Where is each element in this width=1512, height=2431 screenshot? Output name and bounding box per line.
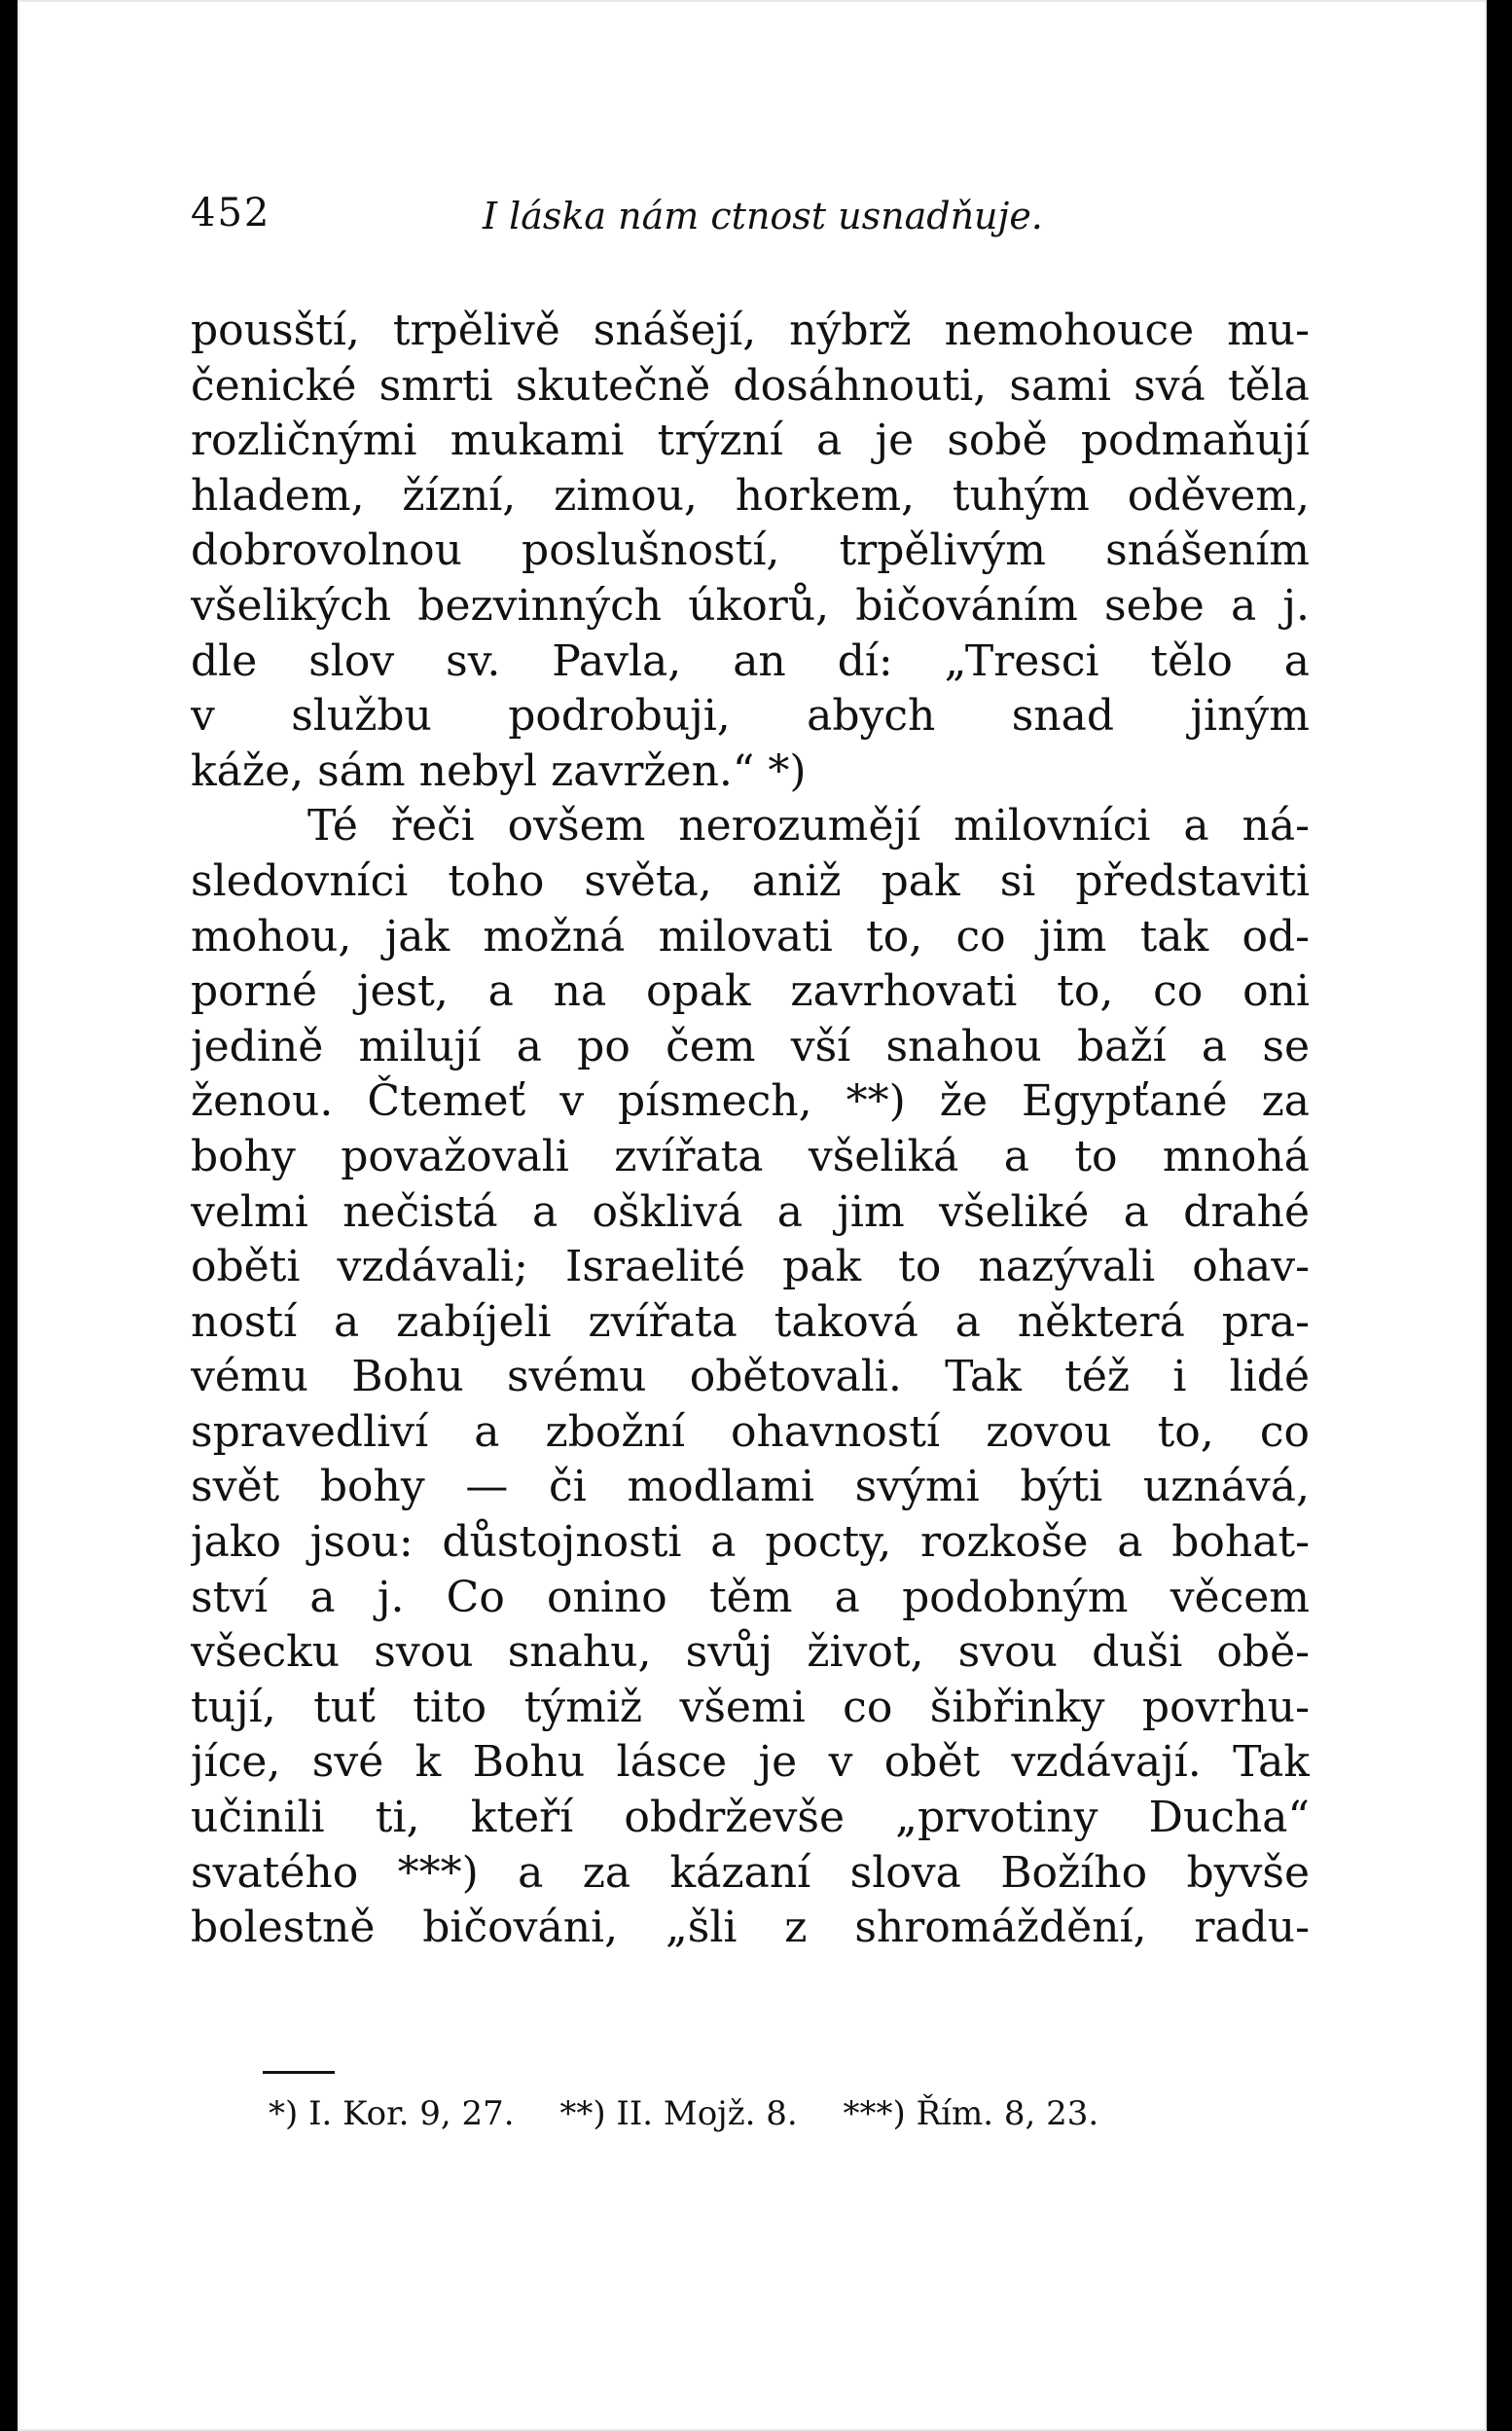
running-title: I láska nám ctnost usnadňuje.: [483, 195, 1043, 237]
footnotes: [269, 2094, 1290, 2133]
text-line: Té řeči ovšem nerozumějí milovníci a ná-: [307, 801, 1310, 852]
text-line: svatého ***) a za kázaní slova Božího byvše: [191, 1847, 1310, 1898]
footnote: ***) Řím. 8, 23.: [843, 2094, 1099, 2133]
text-line: čenické smrti skutečně dosáhnouti, sami svá těla: [191, 360, 1310, 411]
text-line: jíce, své k Bohu lásce je v obět vzdávají. Tak: [191, 1737, 1310, 1788]
text-line: rozličnými mukami trýzní a je sobě podmaňují: [191, 416, 1310, 466]
text-line: hladem, žízní, zimou, horkem, tuhým oděvem,: [191, 470, 1310, 521]
footnote: **) II. Mojž. 8.: [559, 2094, 798, 2133]
text-line: všelikých bezvinných úkorů, bičováním sebe a j.: [191, 580, 1310, 631]
text-line: ženou. Čtemeť v písmech, **) že Egypťané za: [191, 1076, 1310, 1127]
footnote: *) I. Kor. 9, 27.: [269, 2094, 515, 2133]
text-line: káže, sám nebyl zavržen.“ *): [191, 745, 807, 796]
text-line: velmi nečistá a ošklivá a jim všeliké a drahé: [191, 1186, 1310, 1237]
text-line: dle slov sv. Pavla, an dí: „Tresci tělo a: [191, 635, 1310, 686]
text-line: v službu podrobuji, abych snad jiným: [191, 691, 1310, 742]
running-head: [191, 191, 1310, 249]
page-number: 452: [191, 191, 271, 236]
text-line: svět bohy — či modlami svými býti uznává,: [191, 1462, 1310, 1512]
text-line: mohou, jak možná milovati to, co jim tak od-: [191, 911, 1310, 962]
text-line: jedině milují a po čem vší snahou baží a se: [191, 1021, 1310, 1071]
text-line: pousští, trpělivě snášejí, nýbrž nemohouce mu-: [191, 306, 1310, 355]
text-line: vému Bohu svému obětovali. Tak též i lidé: [191, 1352, 1310, 1402]
text-line: tují, tuť tito týmiž všemi co šibřinky povrhu-: [191, 1682, 1310, 1732]
text-line: porné jest, a na opak zavrhovati to, co oni: [191, 966, 1310, 1017]
text-line: dobrovolnou poslušností, trpělivým snášením: [191, 526, 1310, 576]
text-line: sledovníci toho světa, aniž pak si představiti: [191, 855, 1310, 906]
text-line: učinili ti, kteří obdrževše „prvotiny Ducha“: [191, 1793, 1310, 1843]
footnote-rule: [263, 2071, 335, 2074]
text-line: ství a j. Co onino těm a podobným věcem: [191, 1572, 1310, 1622]
body-text: [191, 304, 1310, 1956]
text-line: bohy považovali zvířata všeliká a to mnohá: [191, 1131, 1310, 1181]
scan-edge-right: [1487, 0, 1512, 2431]
text-line: oběti vzdávali; Israelité pak to nazývali ohav-: [191, 1242, 1310, 1292]
text-line: spravedliví a zbožní ohavností zovou to, co: [191, 1406, 1310, 1457]
text-line: bolestně bičováni, „šli z shromáždění, radu-: [191, 1903, 1310, 1953]
text-line: jako jsou: důstojnosti a pocty, rozkoše a bohat-: [191, 1517, 1310, 1568]
text-line: všecku svou snahu, svůj život, svou duši obě-: [191, 1627, 1310, 1678]
text-line: ností a zabíjeli zvířata taková a některá pra-: [191, 1296, 1310, 1347]
